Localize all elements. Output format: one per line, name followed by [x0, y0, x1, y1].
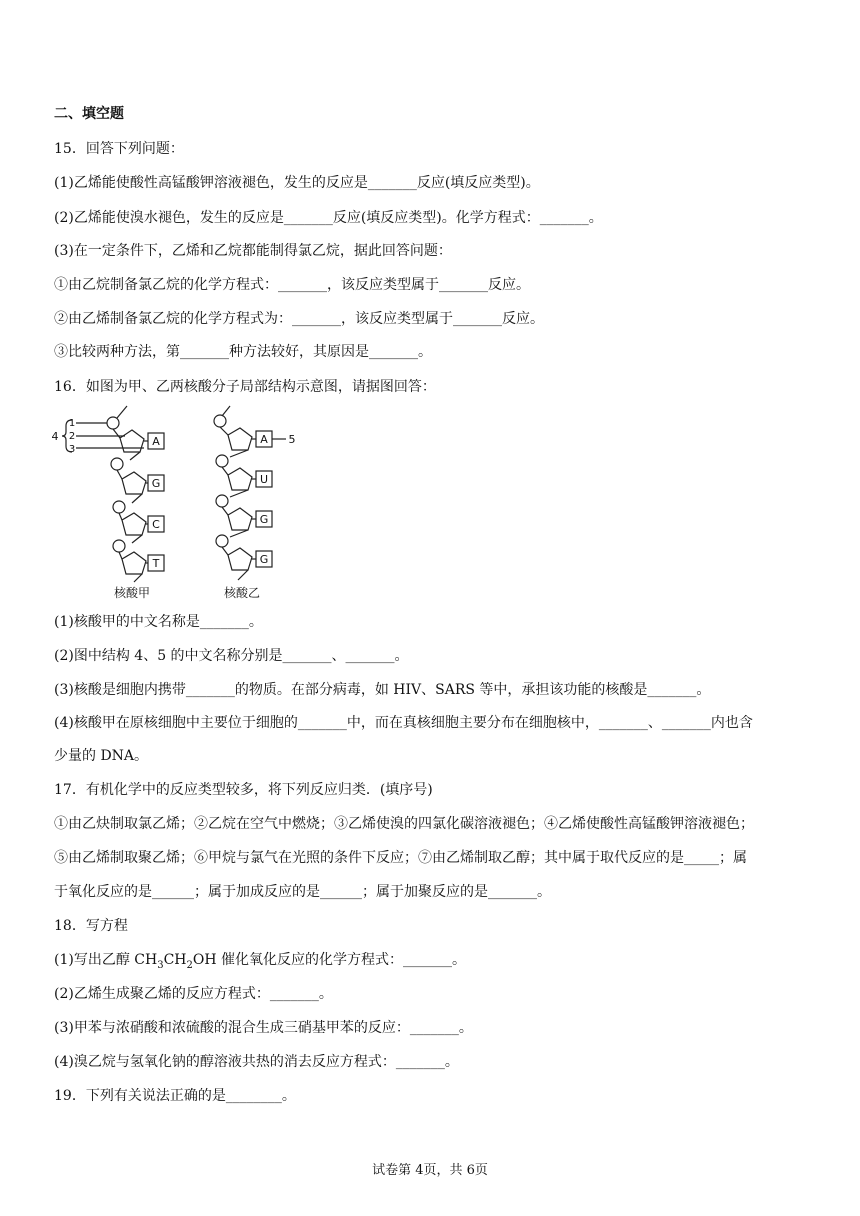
q15-line-6: ③比较两种方法，第_______种方法较好，其原因是_______。	[54, 344, 432, 360]
q15-line-2: (2)乙烯能使溴水褪色，发生的反应是_______反应(填反应类型)。化学方程式：_______。	[54, 210, 603, 226]
q17-stem: 17．有机化学中的反应类型较多，将下列反应归类．(填序号)	[54, 782, 433, 798]
q15-stem: 15．回答下列问题：	[54, 141, 184, 157]
phosphate-circle	[216, 495, 228, 507]
page-footer: 试卷第 4页，共 6页	[372, 1163, 488, 1178]
nucleic-acid-figure	[50, 402, 320, 602]
q17-line-2: ⑤由乙烯制取聚乙烯；⑥甲烷与氯气在光照的条件下反应；⑦由乙烯制取乙醇；其中属于取代反应的是_____；属	[54, 850, 747, 866]
sugar-pentagon	[228, 468, 252, 490]
q18-line-3: (3)甲苯与浓硝酸和浓硫酸的混合生成三硝基甲苯的反应：_______。	[54, 1020, 473, 1036]
q16-stem: 16．如图为甲、乙两核酸分子局部结构示意图，请据图回答：	[54, 379, 436, 395]
phosphate-circle	[216, 535, 228, 547]
q18-line-2: (2)乙烯生成聚乙烯的反应方程式：_______。	[54, 986, 333, 1002]
structure-label-1: 1	[68, 418, 76, 429]
sugar-pentagon	[120, 430, 144, 452]
phosphate-circle	[214, 415, 226, 427]
caption-left: 核酸甲	[113, 586, 151, 600]
q15-line-1: (1)乙烯能使酸性高锰酸钾溶液褪色，发生的反应是_______反应(填反应类型)。	[54, 175, 540, 191]
structure-label-2: 2	[68, 431, 76, 442]
subscript: 3	[157, 959, 164, 971]
subscript: 2	[186, 959, 193, 971]
q16-line-1: (1)核酸甲的中文名称是_______。	[54, 614, 263, 630]
base-label: A	[260, 433, 268, 446]
q16-line-2: (2)图中结构 4、5 的中文名称分别是_______、_______。	[54, 648, 409, 664]
q18-line-1-pre: (1)写出乙醇 CH	[54, 952, 158, 968]
q16-line-3: (3)核酸是细胞内携带_______的物质。在部分病毒，如 HIV、SARS 等中，承担该功能的核酸是_______。	[54, 682, 711, 698]
base-label: U	[259, 473, 269, 486]
q19-stem: 19．下列有关说法正确的是________。	[54, 1088, 296, 1104]
phosphate-circle	[113, 501, 125, 513]
q17-line-1: ①由乙炔制取氯乙烯；②乙烷在空气中燃烧；③乙烯使溴的四氯化碳溶液褪色；④乙烯使酸性高锰酸钾溶液褪色；	[54, 816, 754, 832]
q18-line-1-post: OH 催化氧化反应的化学方程式：_______。	[192, 952, 467, 968]
sugar-pentagon	[228, 548, 252, 570]
base-label: A	[152, 435, 160, 448]
base-label: G	[151, 477, 161, 490]
base-label: G	[259, 553, 269, 566]
sugar-pentagon	[122, 472, 146, 494]
q15-line-5: ②由乙烯制备氯乙烷的化学方程式为：_______，该反应类型属于_______反应。	[54, 311, 544, 327]
q15-line-4: ①由乙烷制备氯乙烷的化学方程式：_______，该反应类型属于_______反应。	[54, 277, 530, 293]
q16-line-4: (4)核酸甲在原核细胞中主要位于细胞的_______中，而在真核细胞主要分布在细胞核中，_______、_______内也含	[54, 715, 753, 731]
phosphate-circle	[113, 540, 125, 552]
section-title: 二、填空题	[54, 106, 124, 122]
q16-line-5: 少量的 DNA。	[54, 748, 149, 764]
sugar-pentagon	[228, 508, 252, 530]
structure-label-3: 3	[68, 444, 76, 455]
q18-line-1-mid: CH	[163, 952, 187, 968]
sugar-pentagon	[122, 513, 146, 535]
caption-right: 核酸乙	[223, 586, 261, 600]
phosphate-circle	[216, 455, 228, 467]
q18-stem: 18．写方程	[54, 918, 128, 934]
q18-line-4: (4)溴乙烷与氢氧化钠的醇溶液共热的消去反应方程式：_______。	[54, 1054, 459, 1070]
structure-label-5: 5	[288, 433, 296, 446]
base-label: T	[152, 557, 160, 570]
structure-label-4: 4	[51, 430, 59, 443]
base-label: C	[152, 518, 160, 531]
q17-line-3: 于氧化反应的是______；属于加成反应的是______；属于加聚反应的是_______。	[54, 884, 551, 900]
phosphate-circle	[111, 458, 123, 470]
sugar-pentagon	[122, 552, 146, 574]
q18-line-1	[54, 950, 466, 976]
sugar-pentagon	[228, 428, 252, 450]
q15-line-3: (3)在一定条件下，乙烯和乙烷都能制得氯乙烷，据此回答问题：	[54, 243, 452, 259]
base-label: G	[259, 513, 269, 526]
phosphate-circle	[107, 417, 119, 429]
